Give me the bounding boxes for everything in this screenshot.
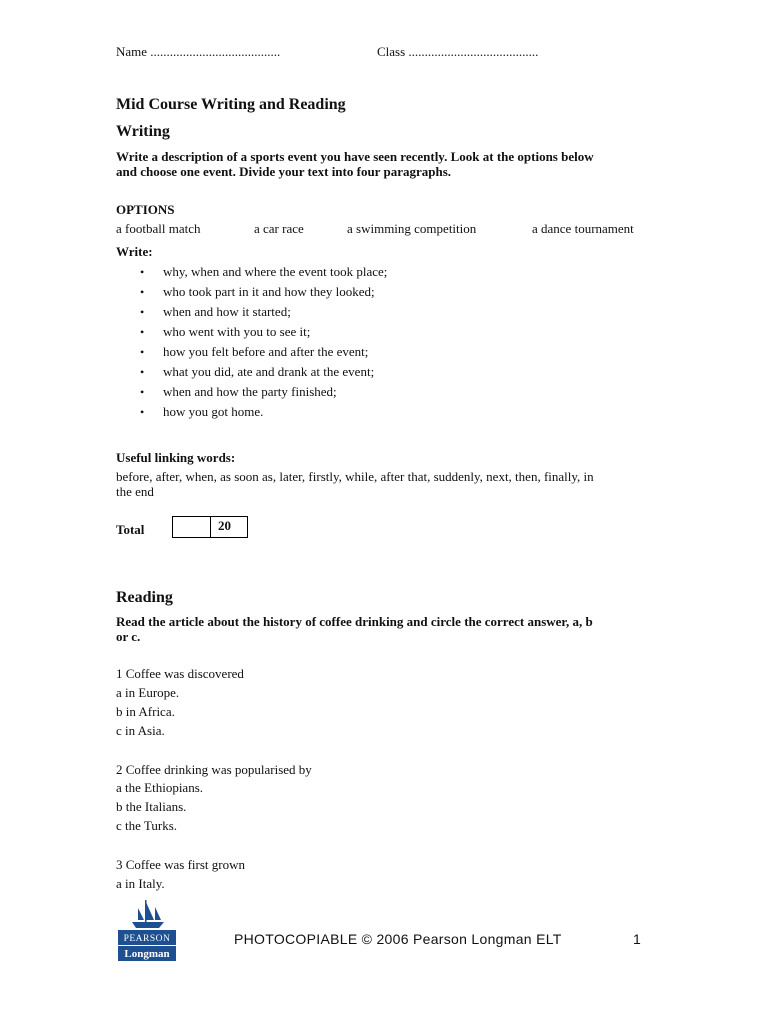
page-number: 1 bbox=[633, 931, 642, 947]
list-item: • how you got home. bbox=[140, 404, 264, 419]
write-bullet-list bbox=[140, 264, 388, 424]
question-3-option-a[interactable]: a in Italy. bbox=[116, 876, 165, 891]
pearson-longman-logo bbox=[118, 898, 176, 962]
bullet-icon: • bbox=[140, 325, 145, 339]
list-item: • how you felt before and after the event; bbox=[140, 344, 369, 359]
list-item: • when and how it started; bbox=[140, 304, 291, 319]
question-2-option-a[interactable]: a the Ethiopians. bbox=[116, 780, 204, 795]
question-1-option-b[interactable]: b in Africa. bbox=[116, 704, 175, 719]
question-1-option-a[interactable]: a in Europe. bbox=[116, 685, 180, 700]
bullet-icon: • bbox=[140, 285, 145, 299]
reading-instruction-line2: or c. bbox=[116, 629, 141, 644]
options-heading: OPTIONS bbox=[116, 202, 175, 217]
score-divider bbox=[210, 517, 211, 537]
writing-heading: Writing bbox=[116, 123, 170, 140]
total-score-box[interactable] bbox=[172, 516, 248, 538]
ship-icon bbox=[132, 900, 164, 928]
list-item: • why, when and where the event took place; bbox=[140, 264, 388, 279]
total-label: Total bbox=[116, 522, 145, 537]
bullet-icon: • bbox=[140, 265, 145, 279]
linking-line1: before, after, when, as soon as, later, firstly, while, after that, suddenly, next, then, finally, in bbox=[116, 469, 594, 484]
question-2-option-b[interactable]: b the Italians. bbox=[116, 799, 187, 814]
question-1-option-c[interactable]: c in Asia. bbox=[116, 723, 165, 738]
name-field-label: Name ........................................ bbox=[116, 44, 281, 59]
question-2-prompt: 2 Coffee drinking was popularised by bbox=[116, 762, 312, 777]
question-3-prompt: 3 Coffee was first grown bbox=[116, 857, 246, 872]
list-item: • who took part in it and how they looked; bbox=[140, 284, 375, 299]
total-max-score: 20 bbox=[218, 518, 231, 533]
write-heading: Write: bbox=[116, 244, 153, 259]
bullet-icon: • bbox=[140, 365, 145, 379]
reading-heading: Reading bbox=[116, 589, 173, 606]
linking-line2: the end bbox=[116, 484, 154, 499]
bullet-icon: • bbox=[140, 405, 145, 419]
logo-bottom-text: Longman bbox=[124, 948, 170, 960]
writing-instruction-line2: and choose one event. Divide your text into four paragraphs. bbox=[116, 164, 451, 179]
option-car-race: a car race bbox=[254, 221, 304, 236]
copyright-notice: PHOTOCOPIABLE © 2006 Pearson Longman ELT bbox=[234, 931, 562, 947]
question-2-option-c[interactable]: c the Turks. bbox=[116, 818, 178, 833]
bullet-icon: • bbox=[140, 305, 145, 319]
question-1-prompt: 1 Coffee was discovered bbox=[116, 666, 244, 681]
linking-heading: Useful linking words: bbox=[116, 450, 236, 465]
option-football: a football match bbox=[116, 221, 201, 236]
bullet-icon: • bbox=[140, 345, 145, 359]
logo-top-text: PEARSON bbox=[123, 934, 171, 944]
writing-instruction-line1: Write a description of a sports event you have seen recently. Look at the options below bbox=[116, 149, 594, 164]
list-item: • when and how the party finished; bbox=[140, 384, 337, 399]
list-item: • what you did, ate and drank at the event; bbox=[140, 364, 375, 379]
class-field-label: Class ........................................ bbox=[377, 44, 539, 59]
bullet-icon: • bbox=[140, 385, 145, 399]
reading-instruction-line1: Read the article about the history of coffee drinking and circle the correct answer, a, b bbox=[116, 614, 593, 629]
option-dance: a dance tournament bbox=[532, 221, 634, 236]
page-title: Mid Course Writing and Reading bbox=[116, 96, 346, 113]
list-item: • who went with you to see it; bbox=[140, 324, 311, 339]
option-swimming: a swimming competition bbox=[347, 221, 477, 236]
